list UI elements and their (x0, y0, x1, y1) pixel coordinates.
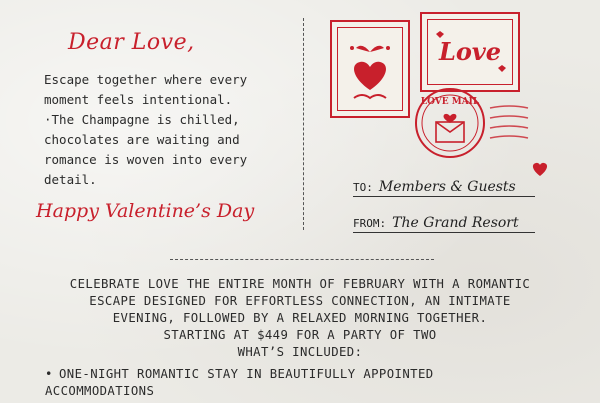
offer-line: CELEBRATE LOVE THE ENTIRE MONTH OF FEBRUARY WITH A ROMANTIC (69, 277, 531, 291)
to-label: TO: (353, 181, 373, 194)
from-address-line (353, 212, 535, 233)
postmark-text: LOVE MAIL (420, 97, 480, 107)
included-heading: WHAT’S INCLUDED: (237, 345, 363, 359)
horizontal-divider (170, 259, 434, 260)
heart-stamp (330, 20, 410, 118)
to-value: Members & Guests (378, 179, 516, 195)
heart-icon (332, 22, 408, 116)
included-list (45, 366, 565, 400)
offer-price: STARTING AT $449 FOR A PARTY OF TWO (163, 328, 437, 342)
greeting: Dear Love, (68, 30, 195, 55)
postcard-message (44, 70, 294, 190)
message-line: Escape together where every (44, 72, 248, 87)
valentine-signature: Happy Valentine’s Day (36, 200, 255, 222)
to-address-line (353, 176, 535, 197)
from-label: FROM: (353, 217, 387, 230)
offer-line: EVENING, FOLLOWED BY A RELAXED MORNING TOGETHER. (112, 311, 488, 325)
message-line: chocolates are waiting and (44, 132, 240, 147)
offer-description (0, 276, 600, 361)
list-item: • ONE-NIGHT ROMANTIC STAY IN BEAUTIFULLY APPOINTED (45, 367, 434, 381)
message-line: ·The Champagne is chilled, (44, 112, 240, 127)
list-item-continuation: ACCOMMODATIONS (45, 384, 155, 398)
bullet-icon: • (45, 367, 53, 381)
vertical-divider (303, 18, 304, 230)
postmark-icon (410, 78, 530, 168)
from-value: The Grand Resort (392, 215, 519, 231)
love-stamp-text: Love (438, 37, 502, 66)
message-line: romance is woven into every (44, 152, 248, 167)
message-line: moment feels intentional. (44, 92, 233, 107)
message-line: detail. (44, 172, 97, 187)
envelope-icon (436, 114, 464, 142)
offer-line: ESCAPE DESIGNED FOR EFFORTLESS CONNECTION, AN INTIMATE (89, 294, 511, 308)
